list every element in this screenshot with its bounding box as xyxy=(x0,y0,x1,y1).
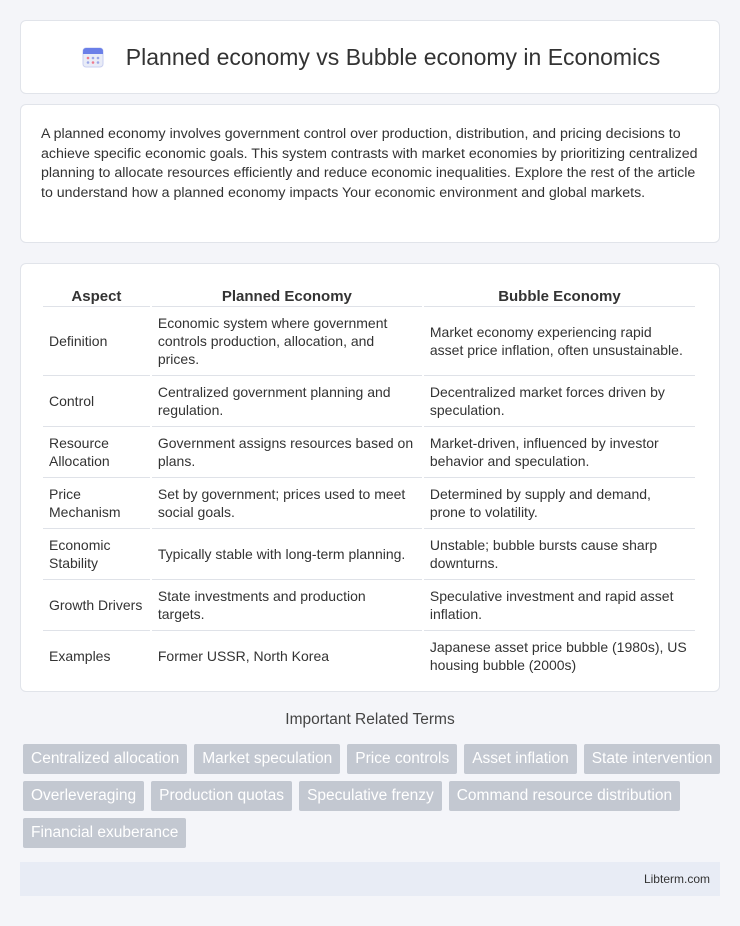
table-row xyxy=(43,478,695,529)
term-tag[interactable]: Command resource distribution xyxy=(449,781,680,811)
related-terms-list xyxy=(23,744,723,848)
header-aspect: Aspect xyxy=(43,284,150,307)
term-tag[interactable]: Market speculation xyxy=(194,744,340,774)
header-bubble-economy: Bubble Economy xyxy=(424,284,695,307)
row-bubble: Japanese asset price bubble (1980s), US housing bubble (2000s) xyxy=(429,639,687,673)
row-planned: Set by government; prices used to meet social goals. xyxy=(152,478,422,529)
term-tag[interactable]: Speculative frenzy xyxy=(299,781,442,811)
comparison-table-card xyxy=(20,263,720,692)
term-tag[interactable]: State intervention xyxy=(584,744,721,774)
row-aspect: Definition xyxy=(43,307,150,376)
row-planned: Former USSR, North Korea xyxy=(157,648,330,664)
row-bubble: Decentralized market forces driven by speculation. xyxy=(424,376,695,427)
footer xyxy=(20,862,720,896)
table-row xyxy=(43,631,695,681)
row-bubble: Market-driven, influenced by investor behavior and speculation. xyxy=(424,427,695,478)
intro-card xyxy=(20,104,720,243)
footer-site-link[interactable]: Libterm.com xyxy=(643,872,710,886)
header-card xyxy=(20,20,720,94)
term-tag[interactable]: Price controls xyxy=(347,744,457,774)
row-aspect: Examples xyxy=(49,648,111,664)
row-aspect: Economic Stability xyxy=(43,529,150,580)
row-planned: Economic system where government controls production, allocation, and prices. xyxy=(152,307,422,376)
table-row xyxy=(43,307,695,376)
table-header-row xyxy=(43,284,695,307)
row-bubble: Speculative investment and rapid asset inflation. xyxy=(424,580,695,631)
table-row xyxy=(43,427,695,478)
row-planned: Typically stable with long-term planning. xyxy=(152,529,422,580)
table-row xyxy=(43,376,695,427)
comparison-table xyxy=(41,284,697,681)
row-aspect: Resource Allocation xyxy=(43,427,150,478)
term-tag[interactable]: Centralized allocation xyxy=(23,744,187,774)
table-row xyxy=(43,529,695,580)
header-planned-economy: Planned Economy xyxy=(152,284,422,307)
row-bubble: Unstable; bubble bursts cause sharp downturns. xyxy=(424,529,695,580)
table-row xyxy=(43,580,695,631)
related-terms-title: Important Related Terms xyxy=(285,711,455,728)
row-bubble: Determined by supply and demand, prone to volatility. xyxy=(424,478,695,529)
term-tag[interactable]: Overleveraging xyxy=(23,781,144,811)
row-aspect: Price Mechanism xyxy=(43,478,150,529)
row-aspect: Growth Drivers xyxy=(43,580,150,631)
row-planned: Government assigns resources based on plans. xyxy=(152,427,422,478)
term-tag[interactable]: Financial exuberance xyxy=(23,818,186,848)
row-planned: State investments and production targets. xyxy=(152,580,422,631)
term-tag[interactable]: Asset inflation xyxy=(464,744,577,774)
row-planned: Centralized government planning and regulation. xyxy=(152,376,422,427)
term-tag[interactable]: Production quotas xyxy=(151,781,292,811)
row-aspect: Control xyxy=(43,376,150,427)
calendar-icon xyxy=(80,44,106,70)
row-bubble: Market economy experiencing rapid asset price inflation, often unsustainable. xyxy=(424,307,695,376)
page-title: Planned economy vs Bubble economy in Economics xyxy=(125,43,661,70)
intro-paragraph: A planned economy involves government control over production, distribution, and pricing decisions to achieve specific economic goals. This system contrasts with market economies by prioritizing centralized planning to allocate resources efficiently and reduce economic inequalities. Explore the rest of the article to understand how a planned economy impacts Your economic environment and global markets. xyxy=(41,126,698,201)
